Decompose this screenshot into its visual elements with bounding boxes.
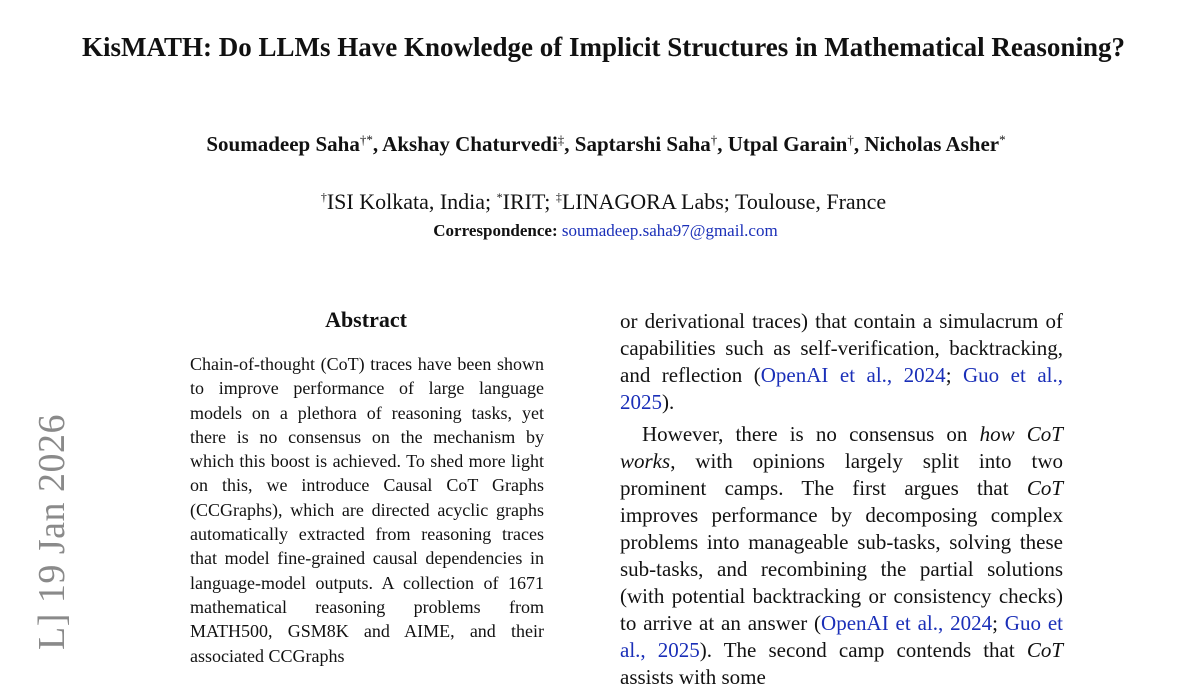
author: Soumadeep Saha†*, xyxy=(206,132,383,156)
abstract-text: Chain-of-thought (CoT) traces have been shown to improve performance of large language models on a plethora of reasoning tasks, yet there is no consensus on the mechanism by which this boost is achieved. To shed more light on this, we introduce Causal CoT Graphs (CCGraphs), which are directed acyclic graphs automatically extracted from reasoning traces that model fine-grained causal dependencies in language-model outputs. A collection of 1671 mathematical reasoning problems from MATH500, GSM8K and AIME, and their associated CCGraphs xyxy=(190,354,544,666)
email-link[interactable]: soumadeep.saha97@gmail.com xyxy=(561,221,778,240)
arxiv-stamp: L] 19 Jan 2026 xyxy=(31,413,73,650)
author: Saptarshi Saha†, xyxy=(574,132,728,156)
citation-link[interactable]: OpenAI et al., 2024 xyxy=(760,363,946,387)
correspondence xyxy=(0,221,1200,241)
author: Akshay Chaturvedi‡, xyxy=(382,132,575,156)
paper-title: KisMATH: Do LLMs Have Knowledge of Implicit Structures in Mathematical Reasoning? xyxy=(82,32,1125,62)
abstract-heading: Abstract xyxy=(325,307,407,332)
affiliations: †ISI Kolkata, India; *IRIT; ‡LINAGORA Labs; Toulouse, France xyxy=(320,189,887,214)
intro-column xyxy=(620,308,1063,691)
correspondence-label: Correspondence: xyxy=(433,221,558,240)
citation-link[interactable]: Guo et al., 2025 xyxy=(620,363,1063,414)
citation-link[interactable]: OpenAI et al., 2024 xyxy=(821,611,993,635)
author: Nicholas Asher* xyxy=(864,132,1006,156)
intro-paragraph-2: However, there is no consensus on how CoT works, with opinions largely split into two prominent camps. The first argues that CoT improves performance by decomposing complex problems into manageable sub-tasks, solving these sub-tasks, and recombining the partial solutions (with potential backtracking or consistency checks) to arrive at an answer (OpenAI et al., 2024; Guo et al., 2025). The second camp contends that CoT assists with some xyxy=(620,422,1063,689)
author: Utpal Garain†, xyxy=(727,132,865,156)
citation-link[interactable]: Guo et al., 2025 xyxy=(620,611,1063,662)
author-list xyxy=(0,132,1200,157)
intro-paragraph-1: or derivational traces) that contain a simulacrum of capabilities such as self-verification, backtracking, and reflection (OpenAI et al., 2024; Guo et al., 2025). xyxy=(620,309,1063,414)
